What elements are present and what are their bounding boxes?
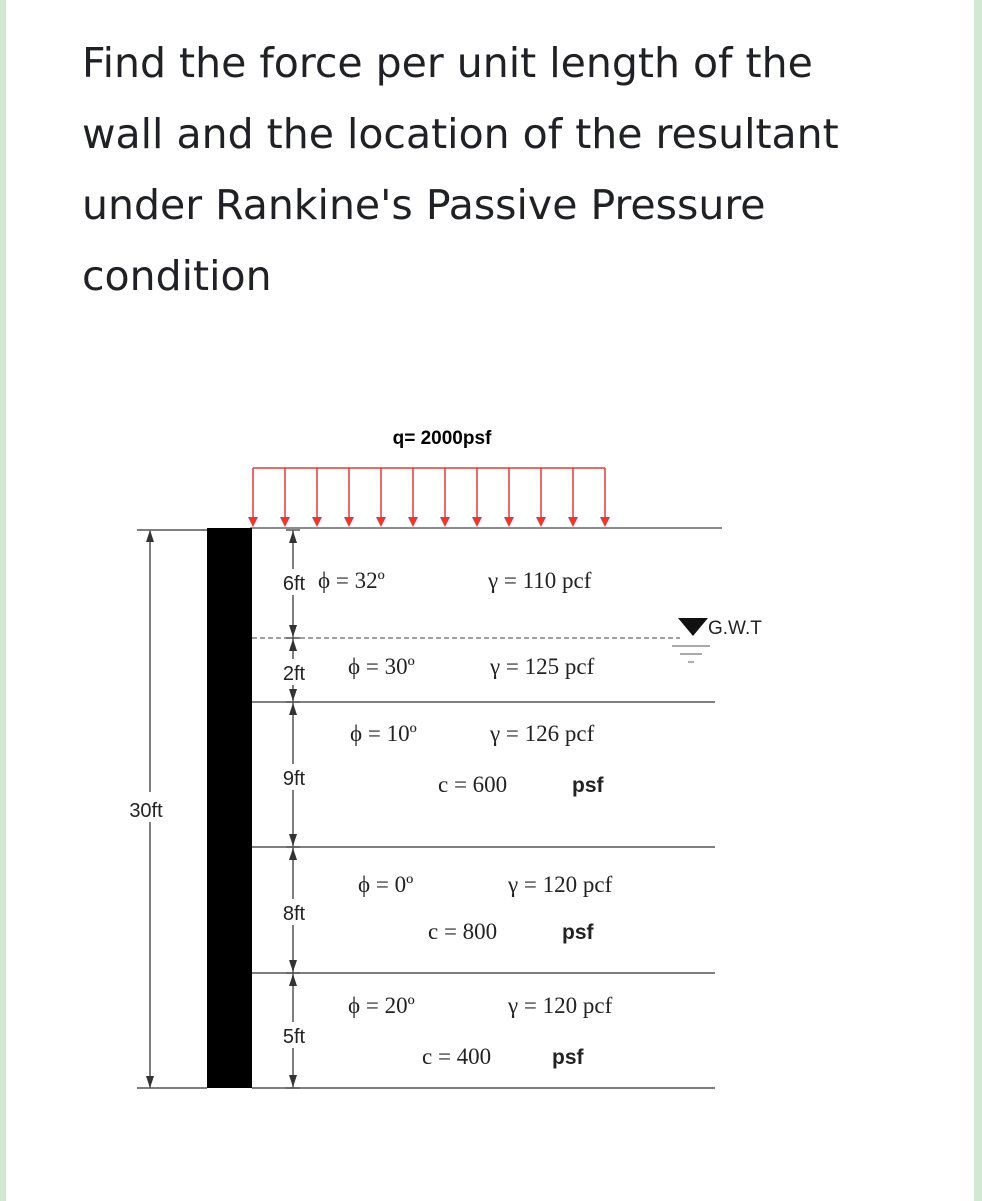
layer-thickness-label: 2ft	[282, 663, 306, 685]
layer-phi-label: ϕ = 0º	[358, 872, 414, 897]
layer-cohesion-unit: psf	[552, 1046, 584, 1069]
layer-cohesion-unit: psf	[572, 774, 604, 797]
question-line: condition	[82, 252, 272, 300]
question-line: Find the force per unit length of the	[82, 39, 813, 87]
layer-phi-label: ϕ = 32º	[318, 568, 385, 593]
layer-cohesion-unit: psf	[562, 921, 594, 944]
gwt-label: G.W.T	[708, 618, 762, 639]
surcharge-arrow-head	[312, 517, 322, 527]
layer-thickness-label: 8ft	[282, 903, 306, 925]
layer-cohesion-label: c = 400	[422, 1044, 492, 1069]
surcharge-arrows	[248, 468, 610, 527]
total-height-label: 30ft	[129, 800, 163, 822]
layer-thickness-label: 5ft	[282, 1026, 306, 1048]
surcharge-arrow-head	[376, 517, 386, 527]
surcharge-arrow-head	[568, 517, 578, 527]
layer-phi-label: ϕ = 30º	[348, 654, 415, 679]
water-table-triangle-icon	[678, 618, 708, 636]
surcharge-arrow-head	[344, 517, 354, 527]
question-line: wall and the location of the resultant	[82, 110, 839, 158]
surcharge-arrow-head	[536, 517, 546, 527]
retaining-wall	[207, 528, 252, 1088]
layer-phi-label: ϕ = 10º	[350, 721, 417, 746]
layer-thickness-dimension	[274, 530, 314, 1088]
surcharge-arrow-head	[280, 517, 290, 527]
layer-cohesion-label: c = 600	[438, 772, 508, 797]
layer-gamma-label: γ = 110 pcf	[488, 568, 592, 593]
layer-thickness-label: 6ft	[282, 573, 306, 595]
layer-thickness-label: 9ft	[282, 768, 306, 790]
surcharge-label: q= 2000psf	[392, 428, 492, 449]
surcharge-arrow-head	[408, 517, 418, 527]
layer-gamma-label: γ = 120 pcf	[508, 872, 613, 897]
surcharge-arrow-head	[600, 517, 610, 527]
surcharge-arrow-head	[440, 517, 450, 527]
question-line: under Rankine's Passive Pressure	[82, 181, 766, 229]
surcharge-arrow-head	[504, 517, 514, 527]
surcharge-arrow-head	[248, 517, 258, 527]
layer-phi-label: ϕ = 20º	[348, 993, 415, 1018]
layer-gamma-label: γ = 126 pcf	[490, 721, 595, 746]
surcharge-arrow-head	[472, 517, 482, 527]
layer-gamma-label: γ = 120 pcf	[508, 993, 613, 1018]
layer-cohesion-label: c = 800	[428, 919, 498, 944]
layer-gamma-label: γ = 125 pcf	[490, 654, 595, 679]
